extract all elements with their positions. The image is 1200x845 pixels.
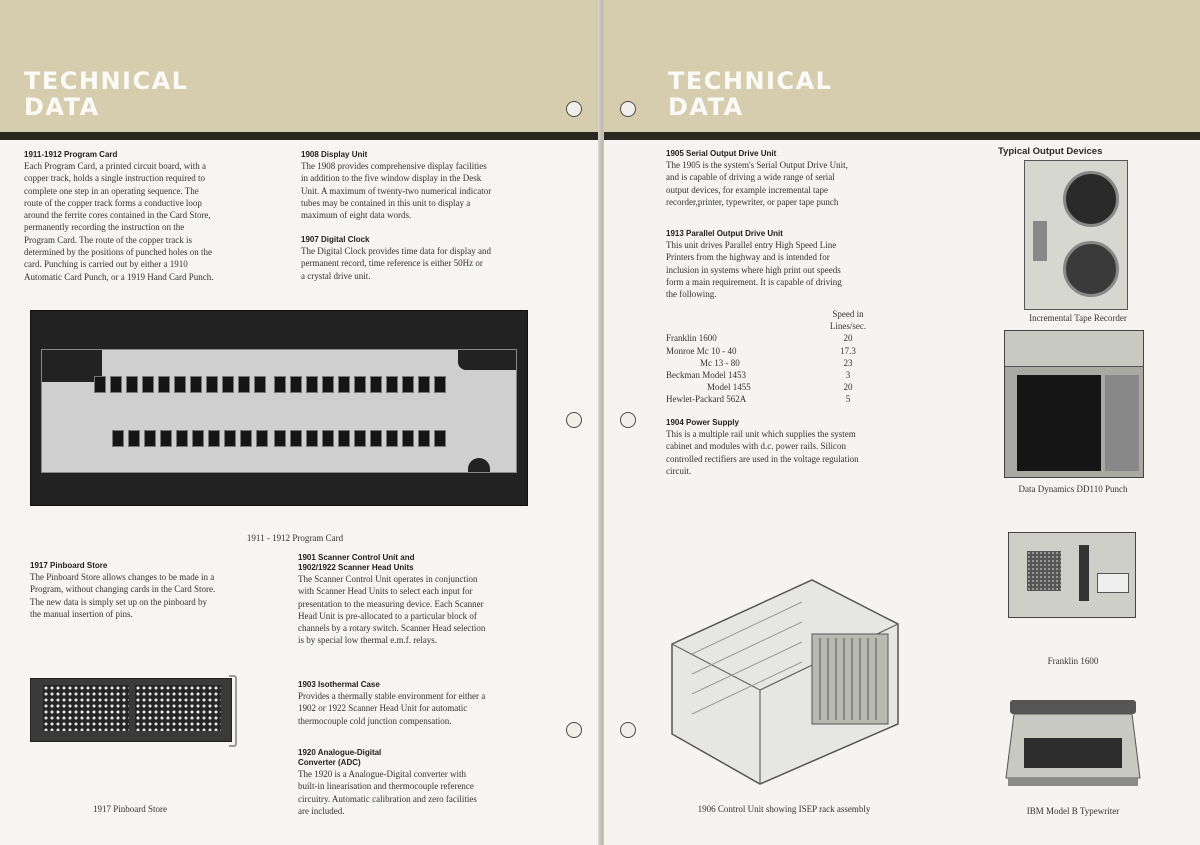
text-line: output devices, for example incremental tape — [666, 184, 828, 195]
section-body-scanner — [298, 573, 538, 647]
text-line: the following. — [666, 289, 717, 300]
text-line: maximum of eight data words. — [301, 210, 412, 221]
title-line: 1920 Analogue-Digital — [298, 748, 382, 757]
card-window — [322, 430, 334, 447]
card-window — [354, 430, 366, 447]
text-line: Program Card. The route of the copper track is — [24, 234, 193, 245]
text-line: Automatic Card Punch, or a 1919 Hand Card Punch. — [24, 271, 214, 282]
card-window — [418, 430, 430, 447]
tape-recorder-photo — [1024, 160, 1128, 310]
printer-speed: 23 — [843, 357, 853, 368]
table-row — [666, 332, 906, 344]
banner-title-line1: TECHNICAL — [668, 67, 833, 95]
section-title-serial: 1905 Serial Output Drive Unit — [666, 149, 777, 158]
table-row — [666, 357, 906, 369]
card-window — [206, 376, 218, 393]
section-title-pinboard: 1917 Pinboard Store — [30, 561, 108, 570]
banner-title-line2: DATA — [24, 93, 100, 121]
control-unit-rack-photo — [662, 574, 902, 792]
pin-grid — [43, 685, 129, 731]
card-window — [306, 430, 318, 447]
tape-reel — [1063, 171, 1119, 227]
card-window — [254, 376, 266, 393]
section-title-adc — [298, 748, 381, 768]
printer-speed: 20 — [843, 333, 853, 344]
punch-door — [1105, 375, 1139, 471]
card-window — [192, 430, 204, 447]
table-row — [666, 381, 906, 393]
carriage — [1010, 700, 1136, 714]
text-line: controlled rectifiers are used in the voltage regulation — [666, 453, 859, 464]
title-line: 1902/1922 Scanner Head Units — [298, 563, 414, 572]
control-panel — [1033, 221, 1047, 261]
card-window — [224, 430, 236, 447]
card-window — [402, 376, 414, 393]
text-line: Head Unit is pre-allocated to a particular block of — [298, 610, 477, 621]
table-row — [666, 345, 906, 357]
banner-title — [24, 68, 188, 120]
printer-speed: 20 — [843, 382, 853, 393]
section-title-program-card: 1911-1912 Program Card — [24, 150, 118, 159]
card-window — [434, 376, 446, 393]
pcb-notch — [458, 350, 516, 370]
punch-hole — [566, 722, 582, 738]
card-window — [110, 376, 122, 393]
column-header: Lines/sec. — [829, 321, 867, 332]
pinboard-store-photo — [30, 678, 232, 742]
title-line: Converter (ADC) — [298, 758, 361, 767]
table-row — [666, 393, 906, 405]
banner-title-line1: TECHNICAL — [24, 67, 189, 95]
text-line: route of the copper track forms a conductive loop — [24, 197, 202, 208]
banner-title-line2: DATA — [668, 93, 744, 121]
banner-band — [0, 132, 600, 140]
card-window — [290, 376, 302, 393]
text-line: The Digital Clock provides time data for display and — [301, 246, 491, 256]
card-window — [402, 430, 414, 447]
table-header-row — [666, 308, 906, 320]
printer-name: Model 1455 — [707, 382, 751, 393]
printer-speed-table — [666, 308, 906, 406]
section-body-serial — [666, 159, 906, 208]
caption-franklin: Franklin 1600 — [1047, 656, 1099, 666]
text-line: Unit. A maximum of twenty-two numerical indicator — [301, 185, 492, 196]
devices-heading: Typical Output Devices — [998, 146, 1103, 157]
punch-top — [1005, 331, 1143, 367]
text-line: Provides a thermally stable environment for either a — [298, 691, 486, 701]
text-line: cabinet and modules with d.c. power rails. Silicon — [666, 441, 846, 452]
card-window — [240, 430, 252, 447]
card-window — [290, 430, 302, 447]
card-window — [386, 430, 398, 447]
card-window — [306, 376, 318, 393]
text-line: in addition to the five window display in the Desk — [301, 173, 482, 184]
text-line: The 1920 is a Analogue-Digital converter with — [298, 769, 466, 779]
card-window — [418, 376, 430, 393]
text-line: Program, without changing cards in the Card Store. — [30, 584, 216, 595]
card-window — [434, 430, 446, 447]
indicator-strip — [1079, 545, 1089, 601]
printer-speed: 3 — [845, 369, 851, 380]
section-body-pinboard — [30, 571, 260, 620]
section-body-parallel — [666, 239, 906, 300]
text-line: The Pinboard Store allows changes to be made in a — [30, 572, 215, 582]
card-window — [370, 376, 382, 393]
tape-reel — [1063, 241, 1119, 297]
card-window — [274, 430, 286, 447]
card-window — [128, 430, 140, 447]
text-line: a crystal drive unit. — [301, 270, 371, 281]
punch-photo — [1004, 330, 1144, 478]
card-window — [370, 430, 382, 447]
card-window — [174, 376, 186, 393]
card-window — [158, 376, 170, 393]
printer-speed: 5 — [845, 394, 851, 405]
caption-typewriter: IBM Model B Typewriter — [1026, 806, 1120, 816]
punch-opening — [1017, 375, 1101, 471]
pcb-notch — [42, 350, 102, 382]
caption-pinboard: 1917 Pinboard Store — [93, 804, 167, 814]
printer-speed: 17.3 — [840, 345, 856, 356]
section-body-display-unit — [301, 160, 541, 221]
banner-band — [604, 132, 1200, 140]
printed-circuit-card — [41, 349, 517, 473]
section-body-digital-clock — [301, 245, 541, 282]
pcb-hole — [468, 458, 490, 472]
punch-hole — [620, 722, 636, 738]
card-window — [112, 430, 124, 447]
punch-hole — [566, 412, 582, 428]
pin-grid — [135, 685, 221, 731]
franklin-photo — [1008, 532, 1136, 618]
card-window — [338, 376, 350, 393]
text-line: tubes may be contained in this unit to display a — [301, 197, 471, 208]
printer-name: Franklin 1600 — [666, 333, 717, 344]
text-line: inclusion in systems where high print out speeds — [666, 264, 841, 275]
card-window — [338, 430, 350, 447]
text-line: with Scanner Head Units to select each input for — [298, 586, 473, 597]
card-window — [274, 376, 286, 393]
card-window — [238, 376, 250, 393]
text-line: are included. — [298, 805, 345, 816]
program-card-photo — [30, 310, 528, 506]
pinboard-handle — [229, 675, 237, 747]
card-window — [386, 376, 398, 393]
card-window — [94, 376, 106, 393]
punch-hole — [566, 101, 582, 117]
text-line: copper track, holds a single instruction required to — [24, 173, 205, 184]
section-title-isothermal: 1903 Isothermal Case — [298, 680, 380, 689]
text-line: The Scanner Control Unit operates in conjunction — [298, 574, 478, 584]
caption-punch: Data Dynamics DD110 Punch — [1018, 484, 1128, 494]
text-line: thermocouple cold junction compensation. — [298, 715, 452, 726]
card-window — [160, 430, 172, 447]
column-header: Speed in — [832, 309, 864, 319]
printer-name: Beckman Model 1453 — [666, 369, 746, 380]
punch-hole — [620, 412, 636, 428]
card-window — [176, 430, 188, 447]
table-header-row — [666, 320, 906, 332]
card-window — [222, 376, 234, 393]
text-line: recorder,printer, typewriter, or paper tape punch — [666, 196, 839, 207]
text-line: complete one step in an operating sequence. The — [24, 185, 199, 196]
text-line: and is capable of driving a wide range of serial — [666, 172, 835, 183]
text-line: determined by the positions of punched holes on the — [24, 247, 212, 258]
text-line: circuit. — [666, 465, 692, 476]
printer-name: Monroe Mc 10 - 40 — [666, 345, 737, 356]
keyboard — [1024, 738, 1122, 768]
printer-name: Hewlet-Packard 562A — [666, 394, 747, 405]
section-body-program-card — [24, 160, 264, 283]
text-line: card. Punching is carried out by either a 1910 — [24, 259, 188, 270]
text-line: Each Program Card, a printed circuit board, with a — [24, 161, 206, 171]
caption-control-unit: 1906 Control Unit showing ISEP rack assembly — [697, 804, 871, 814]
text-line: This unit drives Parallel entry High Speed Line — [666, 240, 837, 250]
card-window — [144, 430, 156, 447]
header-banner — [604, 0, 1200, 138]
card-window — [126, 376, 138, 393]
header-banner — [0, 0, 600, 138]
right-page — [604, 0, 1200, 845]
printer-name: Mc 13 - 80 — [700, 357, 740, 368]
card-window-row — [274, 430, 446, 447]
text-line: circuitry. Automatic calibration and zero facilities — [298, 793, 477, 804]
label-plate — [1097, 573, 1129, 593]
table-row — [666, 369, 906, 381]
section-title-display-unit: 1908 Display Unit — [301, 150, 368, 159]
banner-title — [668, 68, 832, 120]
text-line: the manual insertion of pins. — [30, 608, 133, 619]
card-window — [354, 376, 366, 393]
text-line: This is a multiple rail unit which supplies the system — [666, 429, 856, 439]
text-line: The 1905 is the system's Serial Output Drive Unit, — [666, 160, 848, 170]
section-title-power: 1904 Power Supply — [666, 418, 739, 427]
card-window — [256, 430, 268, 447]
text-line: is by special low thermal e.m.f. relays. — [298, 635, 437, 646]
caption-program-card: 1911 - 1912 Program Card — [246, 533, 344, 543]
text-line: permanently recording the instruction on the — [24, 222, 185, 233]
text-line: form a main requirement. It is capable of driving — [666, 276, 842, 287]
speaker-grille — [1027, 551, 1061, 591]
card-window — [208, 430, 220, 447]
section-title-scanner — [298, 553, 414, 573]
caption-tape: Incremental Tape Recorder — [1029, 313, 1127, 323]
text-line: 1902 or 1922 Scanner Head Unit for automatic — [298, 703, 468, 714]
text-line: The 1908 provides comprehensive display facilities — [301, 161, 487, 171]
punch-hole — [620, 101, 636, 117]
text-line: presentation to the measuring device. Each Scanner — [298, 598, 484, 609]
card-window — [322, 376, 334, 393]
text-line: built-in linearisation and thermocouple reference — [298, 781, 474, 792]
card-cage — [812, 634, 888, 724]
text-line: The new data is simply set up on the pinboard by — [30, 596, 207, 607]
section-body-isothermal — [298, 690, 538, 727]
section-title-digital-clock: 1907 Digital Clock — [301, 235, 370, 244]
text-line: around the ferrite cores contained in the Card Store, — [24, 210, 211, 221]
card-window-row — [274, 376, 446, 393]
text-line: channels by a rotary switch. Scanner Head selection — [298, 623, 486, 634]
card-window — [142, 376, 154, 393]
section-body-adc — [298, 768, 538, 817]
section-body-power — [666, 428, 916, 477]
title-line: 1901 Scanner Control Unit and — [298, 553, 415, 562]
section-title-parallel: 1913 Parallel Output Drive Unit — [666, 229, 783, 238]
typewriter-photo — [1000, 680, 1146, 792]
text-line: permanent record, time reference is either 50Hz or — [301, 258, 483, 269]
card-window-row — [94, 376, 266, 393]
card-window-row — [112, 430, 268, 447]
base — [1008, 778, 1138, 786]
text-line: Printers from the highway and is intended for — [666, 252, 830, 263]
card-window — [190, 376, 202, 393]
